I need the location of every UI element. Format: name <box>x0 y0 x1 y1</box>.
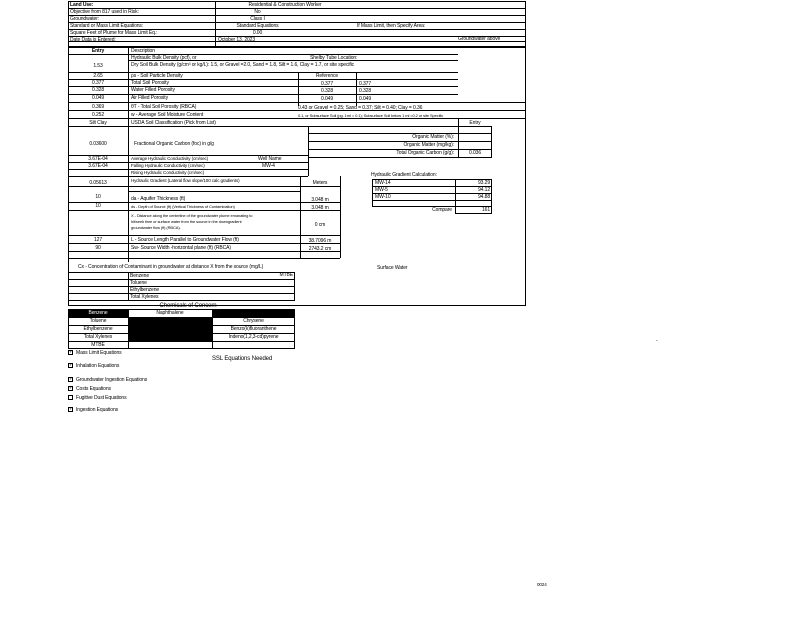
source-width-desc: Sw- Source Width -horizontal plane (ft) (RBCA) <box>131 245 231 251</box>
rbca-porosity-desc: θT - Total Soil Porosity (RBCA) <box>131 104 197 110</box>
equations-value[interactable]: Standard Equations <box>236 23 279 29</box>
chemical-selected-cell[interactable] <box>128 333 212 341</box>
water-porosity-desc: Water Filled Porosity <box>131 87 175 93</box>
bulk-density-value[interactable]: 1.53 <box>93 63 103 69</box>
btex-ethylbenzene: Ethylbenzene <box>130 287 160 293</box>
inhalation-checkbox[interactable]: ✓ <box>69 362 74 368</box>
total-porosity-ref: 0.377 <box>320 81 333 87</box>
moisture-note: 0.1, or Subsurface Soil (pg. 1ml = 0.1); Subsurface Soil below 1 ml =0.2 or site Specific <box>298 113 444 118</box>
rbca-porosity-value[interactable]: 0.369 <box>91 104 104 110</box>
source-area-note: Groundwater above <box>458 36 501 42</box>
foc-desc: Fractional Organic Carbon (foc) in g/g <box>134 141 214 147</box>
k-falling-well[interactable]: MW-4 <box>262 163 275 169</box>
gradient-value-2[interactable]: 94.12 <box>477 187 490 193</box>
source-depth-desc: ds - Depth of Source (ft) (Vertical Thickness of Contamination) <box>131 204 235 209</box>
stray-tick: - <box>656 338 658 344</box>
chemical-indeno-pyrene[interactable]: Indeno(1,2,3-cd)pyrene <box>228 334 279 340</box>
bulk-density-label: Hydraulic Bulk Density (pcf), or <box>131 55 197 61</box>
source-depth-meters: 3.048 m <box>311 205 329 211</box>
gradient-value-3[interactable]: 94.88 <box>477 194 490 200</box>
k-falling-value[interactable]: 3.67E-04 <box>88 163 108 169</box>
cost-label: Costs Equations <box>76 386 111 392</box>
organic-entry-header: Entry <box>469 120 481 126</box>
total-porosity-desc: Total Soil Porosity <box>131 80 169 86</box>
groundwater-label: Groundwater Ingestion Equations <box>76 377 148 383</box>
source-length-meters: 38.7096 m <box>308 238 332 244</box>
total-porosity-ref2: 0.377 <box>359 81 372 87</box>
chemical-ethylbenzene[interactable]: Ethylbenzene <box>83 326 113 332</box>
groundwater-label: Groundwater: <box>70 16 100 22</box>
air-porosity-value[interactable]: 0.049 <box>91 95 104 101</box>
date-label: Date Data is Entered: <box>70 37 116 43</box>
gradient-well-1: MW-14 <box>375 180 391 186</box>
reference-column-header: Reference <box>315 73 339 79</box>
meters-column-header: Meters <box>312 180 328 186</box>
gradient-calc-title: Hydraulic Gradient Calculation: <box>371 172 437 178</box>
chemical-naphthalene[interactable]: Naphthalene <box>156 310 184 316</box>
land-use-value[interactable]: Residential & Construction Worker <box>248 2 322 8</box>
x-distance-value[interactable]: 0 cm <box>314 222 326 228</box>
fugitive-dust-checkbox[interactable] <box>68 395 73 400</box>
inhalation-label: Inhalation Equations <box>76 363 120 369</box>
k-average-value[interactable]: 3.67E-04 <box>88 156 108 162</box>
ingestion-checkbox[interactable]: ✓ <box>69 406 74 412</box>
groundwater-checkbox[interactable]: ✓ <box>69 376 74 382</box>
shelby-tube-note: Shelby Tube Location: <box>310 55 358 61</box>
k-average-desc: Average Hydraulic Conductivity (cm/sec) <box>131 156 209 161</box>
x-distance-desc-1: X - Distance along the centerline of the groundwater plume emanating to <box>131 213 253 218</box>
x-distance-desc-3: groundwater flow (ft) (RBCA). <box>131 225 181 230</box>
soil-class-desc: USDA Soil Classification (Pick from List) <box>131 120 216 126</box>
surface-water-label: Surface Water <box>377 265 408 271</box>
air-porosity-ref: 0.049 <box>320 96 333 102</box>
source-width-meters: 2743.2 cm <box>308 246 332 252</box>
chemical-benzene[interactable]: Benzene <box>88 310 108 316</box>
air-porosity-ref2: 0.049 <box>359 96 372 102</box>
mass-limit-note: If Mass Limit, then Specify Area: <box>357 23 426 29</box>
groundwater-value[interactable]: Class I <box>250 16 265 22</box>
ssl-needed-label: SSL Equations Needed <box>212 356 273 362</box>
mass-limit-label: Mass Limit Equations <box>76 350 122 356</box>
moisture-value[interactable]: 0.252 <box>91 112 104 118</box>
particle-density-value[interactable]: 2.65 <box>93 73 103 79</box>
concentration-desc: Cx - Concentration of Contaminant in groundwater at distance X from the source (mg/L) <box>78 264 264 270</box>
water-porosity-ref: 0.328 <box>320 88 333 94</box>
gradient-value-1[interactable]: 93.29 <box>477 180 490 186</box>
ingestion-label: Ingestion Equations <box>76 407 119 413</box>
cost-checkbox[interactable]: ✓ <box>69 385 74 391</box>
particle-density-desc: ρs - Soil Particle Density <box>131 73 183 79</box>
source-width-value[interactable]: 90 <box>95 245 101 251</box>
source-length-value[interactable]: 127 <box>93 237 103 243</box>
description-column-header: Description <box>131 48 155 54</box>
objective-label: Objective from 817 used in Risk: <box>70 9 139 15</box>
mass-limit-checkbox[interactable]: ✓ <box>69 349 74 355</box>
soil-class-value[interactable]: Silt Clay <box>89 120 107 126</box>
water-porosity-value[interactable]: 0.328 <box>91 87 104 93</box>
source-area-value[interactable]: 0.00 <box>252 30 263 36</box>
date-value[interactable]: October 13, 2023 <box>218 37 256 43</box>
btex-benzene: Benzene <box>130 273 150 279</box>
toc-label: Total Organic Carbon (g/g): <box>396 150 454 156</box>
chemical-selected-cell[interactable] <box>128 325 212 333</box>
moisture-desc: w - Average Soil Moisture Content <box>131 112 204 118</box>
source-length-desc: L - Source Length Parallel to Groundwater Flow (ft) <box>131 237 239 243</box>
x-distance-desc-2: hit/seek time or surface water from the source in the downgradient <box>131 219 242 224</box>
k-average-note: Well Name <box>258 156 282 162</box>
gradient-compare-value: 161 <box>481 207 490 213</box>
foc-value[interactable]: 0.03600 <box>89 141 107 147</box>
land-use-label: Land Use: <box>70 2 94 8</box>
water-porosity-ref2: 0.328 <box>359 88 372 94</box>
objective-value[interactable]: No <box>254 9 261 15</box>
organic-matter-pct-label: Organic Matter (%): <box>412 134 454 140</box>
btex-toluene: Toluene <box>130 280 147 286</box>
chemical-total-xylenes[interactable]: Total Xylenes <box>83 334 113 340</box>
chemical-chrysene[interactable]: Chrysene <box>243 318 264 324</box>
source-area-label: Square Feet of Plume for Mass Limit Eq.: <box>70 30 158 36</box>
source-depth-value[interactable]: 10 <box>95 203 101 209</box>
organic-matter-mg-label: Organic Matter (mg/kg): <box>403 142 454 148</box>
gradient-desc: Hydraulic Gradient (Lateral flow slope/100 calc gradients) <box>131 178 240 183</box>
chemical-mtbe[interactable]: MTBE <box>91 342 105 348</box>
chemicals-title: Chemicals of Concern <box>159 303 217 309</box>
gradient-value[interactable]: 0.05613 <box>89 180 107 186</box>
btex-total-xylenes: Total Xylenes <box>130 294 159 300</box>
chemical-selected-cell[interactable] <box>212 309 295 317</box>
fugitive-dust-label: Fugitive Dust Equations <box>76 395 127 401</box>
rbca-porosity-note: 0.43 or Gravel = 0.25; Sand = 0.37; Silt = 0.40; Clay = 0.36 <box>298 105 423 111</box>
chemical-benzo-k-fluoranthene[interactable]: Benzo(k)fluoranthene <box>230 326 277 332</box>
page-number: 0024 <box>537 582 547 587</box>
gradient-well-3: MW-10 <box>375 194 391 200</box>
equations-label: Standard or Mass Limit Equations: <box>70 23 144 29</box>
aquifer-thickness-value[interactable]: 10 <box>95 194 101 200</box>
air-porosity-desc: Air Filled Porosity <box>131 95 168 101</box>
gradient-well-2: MW-5 <box>375 187 388 193</box>
k-falling-desc: Falling Hydraulic Conductivity (cm/sec) <box>131 163 205 168</box>
entry-column-header: Entry <box>91 48 105 54</box>
aquifer-thickness-desc: da - Aquifer Thickness (ft) <box>131 196 186 202</box>
total-porosity-value[interactable]: 0.377 <box>91 80 104 86</box>
mtbe-header: MTBE <box>279 272 293 278</box>
chemical-selected-cell[interactable] <box>128 317 212 325</box>
k-rising-desc: Rising Hydraulic Conductivity (cm/sec) <box>131 170 204 175</box>
gradient-compare-label: Compare <box>432 207 452 213</box>
aquifer-thickness-meters: 3.048 m <box>311 197 329 203</box>
bulk-density-desc: Dry Soil Bulk Density (g/cm³ or kg/L): 1.5, or Gravel =2.0, Sand = 1.8, Silt = 1.6, Clay = 1.7, or site specific <box>131 62 355 68</box>
toc-value[interactable]: 0.036 <box>468 150 481 156</box>
chemical-toluene[interactable]: Toluene <box>89 318 107 324</box>
